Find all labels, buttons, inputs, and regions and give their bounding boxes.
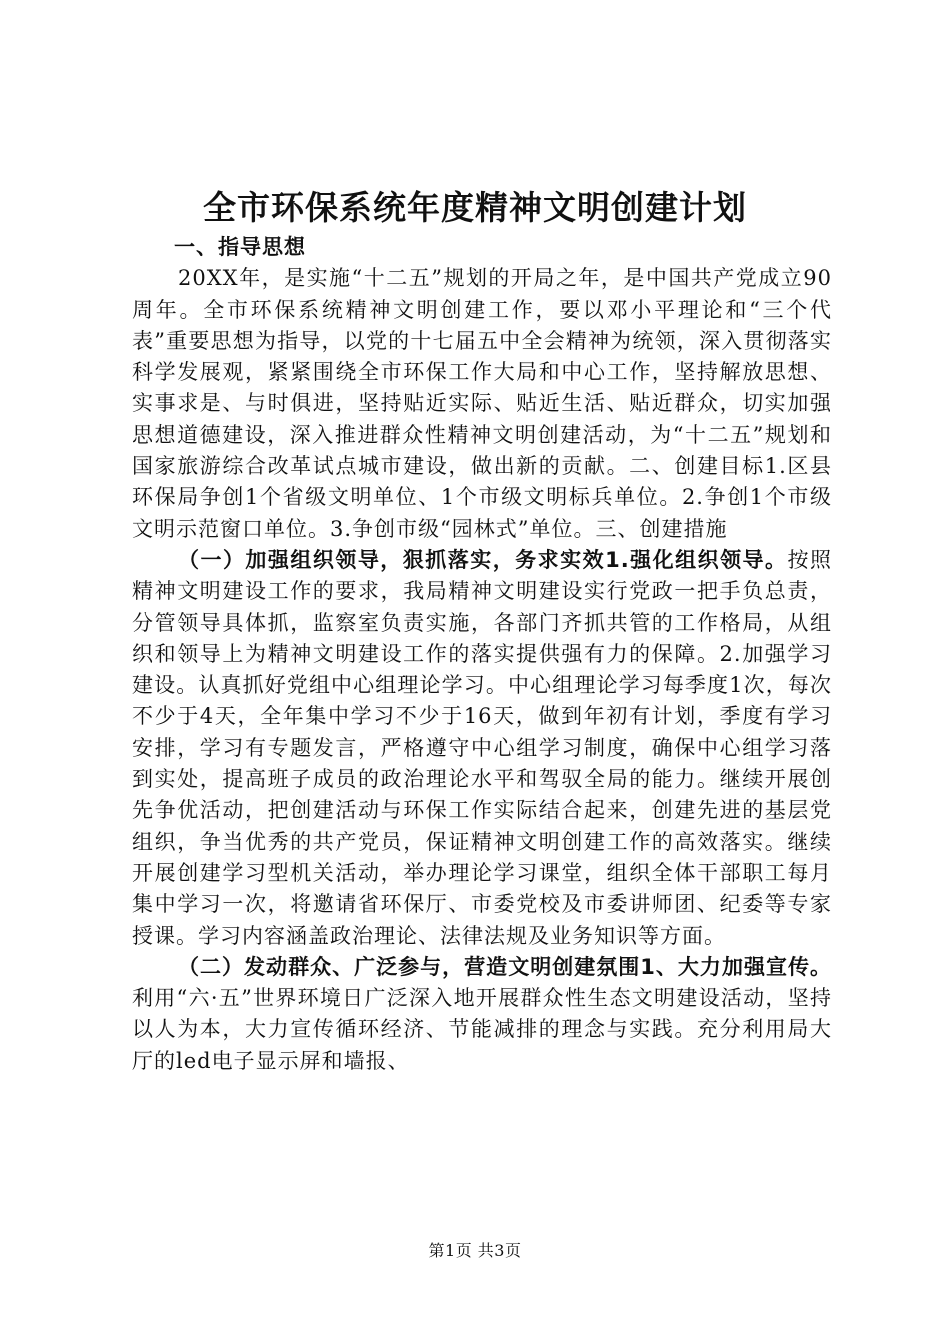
page-footer: 第1页 共3页: [428, 1241, 522, 1260]
paragraph-lead-mobilize: （二）发动群众、广泛参与，营造文明创建氛围1、大力加强宣传。: [178, 954, 832, 979]
document-body: [132, 232, 832, 1077]
paragraph-guiding-ideology: 20XX年，是实施“十二五”规划的开局之年，是中国共产党成立90周年。全市环保系统精神文明创建工作，要以邓小平理论和“三个代表”重要思想为指导，以党的十七届五中全会精神为统领，深入贯彻落实科学发展观，紧紧围绕全市环保工作大局和中心工作，坚持解放思想、实事求是、与时俱进，坚持贴近实际、贴近生活、贴近群众，切实加强思想道德建设，深入推进群众性精神文明创建活动，为“十二五”规划和国家旅游综合改革试点城市建设，做出新的贡献。二、创建目标1.区县环保局争创1个省级文明单位、1个市级文明标兵单位。2.争创1个市级文明示范窗口单位。3.争创市级“园林式”单位。三、创建措施: [132, 266, 832, 541]
paragraph-body-organization: 按照精神文明建设工作的要求，我局精神文明建设实行党政一把手负总责，分管领导具体抓，监察室负责实施，各部门齐抓共管的工作格局，从组织和领导上为精神文明建设工作的落实提供强有力的保障。2.加强学习建设。认真抓好党组中心组理论学习。中心组理论学习每季度1次，每次不少于4天，全年集中学习不少于16天，做到年初有计划，季度有学习安排，学习有专题发言，严格遵守中心组学习制度，确保中心组学习落到实处，提高班子成员的政治理论水平和驾驭全局的能力。继续开展创先争优活动，把创建活动与环保工作实际结合起来，创建先进的基层党组织，争当优秀的共产党员，保证精神文明创建工作的高效落实。继续开展创建学习型机关活动，举办理论学习课堂，组织全体干部职工每月集中学习一次，将邀请省环保厅、市委党校及市委讲师团、纪委等专家授课。学习内容涵盖政治理论、法律法规及业务知识等方面。: [132, 547, 832, 948]
paragraph-organization-leadership: [132, 545, 832, 952]
paragraph-lead-organization: （一）加强组织领导，狠抓落实，务求实效1.强化组织领导。: [178, 547, 788, 572]
paragraph-body-mobilize: 利用“六·五”世界环境日广泛深入地开展群众性生态文明建设活动，坚持以人为本，大力宣传循环经济、节能减排的理念与实践。充分利用局大厅的led电子显示屏和墙报、: [132, 986, 832, 1073]
document-title: 全市环保系统年度精神文明创建计划: [203, 188, 747, 227]
section-heading-guiding-ideology: 一、指导思想: [174, 235, 306, 259]
paragraph-mobilize-masses: [132, 952, 832, 1077]
